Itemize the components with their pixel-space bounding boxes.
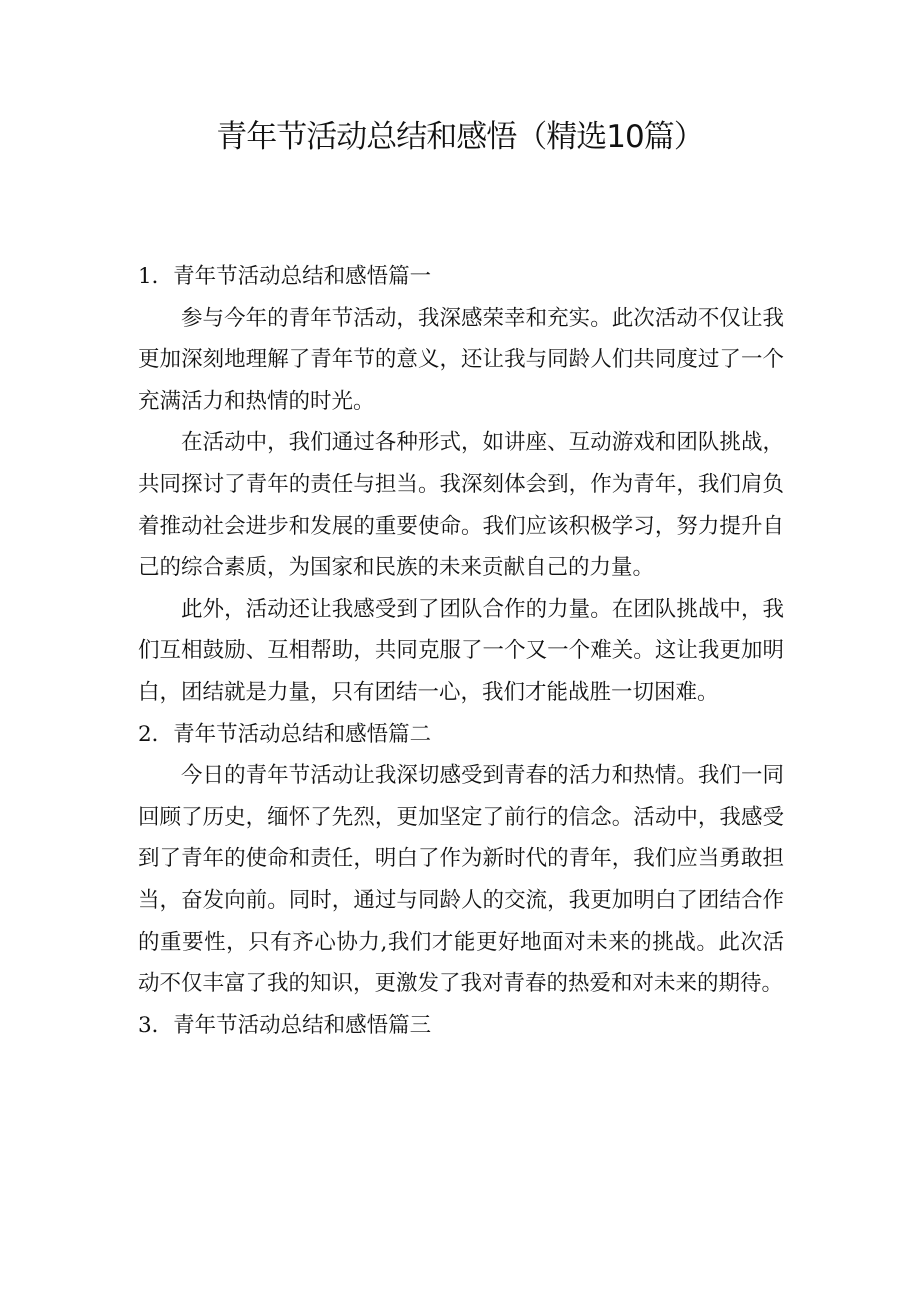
section-heading: 3．青年节活动总结和感悟篇三 <box>138 1012 432 1038</box>
paragraph: 此外，活动还让我感受到了团队合作的力量。在团队挑战中，我们互相鼓励、互相帮助，共同克服了一个又一个难关。这让我更加明白，团结就是力量，只有团结一心，我们才能战胜一切困难。 <box>138 596 784 705</box>
section-heading: 1．青年节活动总结和感悟篇一 <box>138 264 432 289</box>
section-1 <box>138 256 784 714</box>
paragraph: 今日的青年节活动让我深切感受到青春的活力和热情。我们一同回顾了历史，缅怀了先烈，更加坚定了前行的信念。活动中，我感受到了青年的使命和责任，明白了作为新时代的青年，我们应当勇敢担当，奋发向前。同时，通过与同龄人的交流，我更加明白了团结合作的重要性，只有齐心协力,我们才能更好地面对未来的挑战。此次活动不仅丰富了我的知识，更激发了我对青春的热爱和对未来的期待。 <box>138 763 784 997</box>
document-title: 青年节活动总结和感悟（精选10篇） <box>216 119 704 155</box>
paragraph: 参与今年的青年节活动，我深感荣幸和充实。此次活动不仅让我更加深刻地理解了青年节的意义，还让我与同龄人们共同度过了一个充满活力和热情的时光。 <box>138 305 784 414</box>
document-body <box>138 256 784 1046</box>
paragraph: 在活动中，我们通过各种形式，如讲座、互动游戏和团队挑战，共同探讨了青年的责任与担当。我深刻体会到，作为青年，我们肩负着推动社会进步和发展的重要使命。我们应该积极学习，努力提升自己的综合素质，为国家和民族的未来贡献自己的力量。 <box>138 430 784 581</box>
section-2 <box>138 714 784 1005</box>
section-3 <box>138 1005 784 1047</box>
section-heading: 2．青年节活动总结和感悟篇二 <box>138 721 432 747</box>
